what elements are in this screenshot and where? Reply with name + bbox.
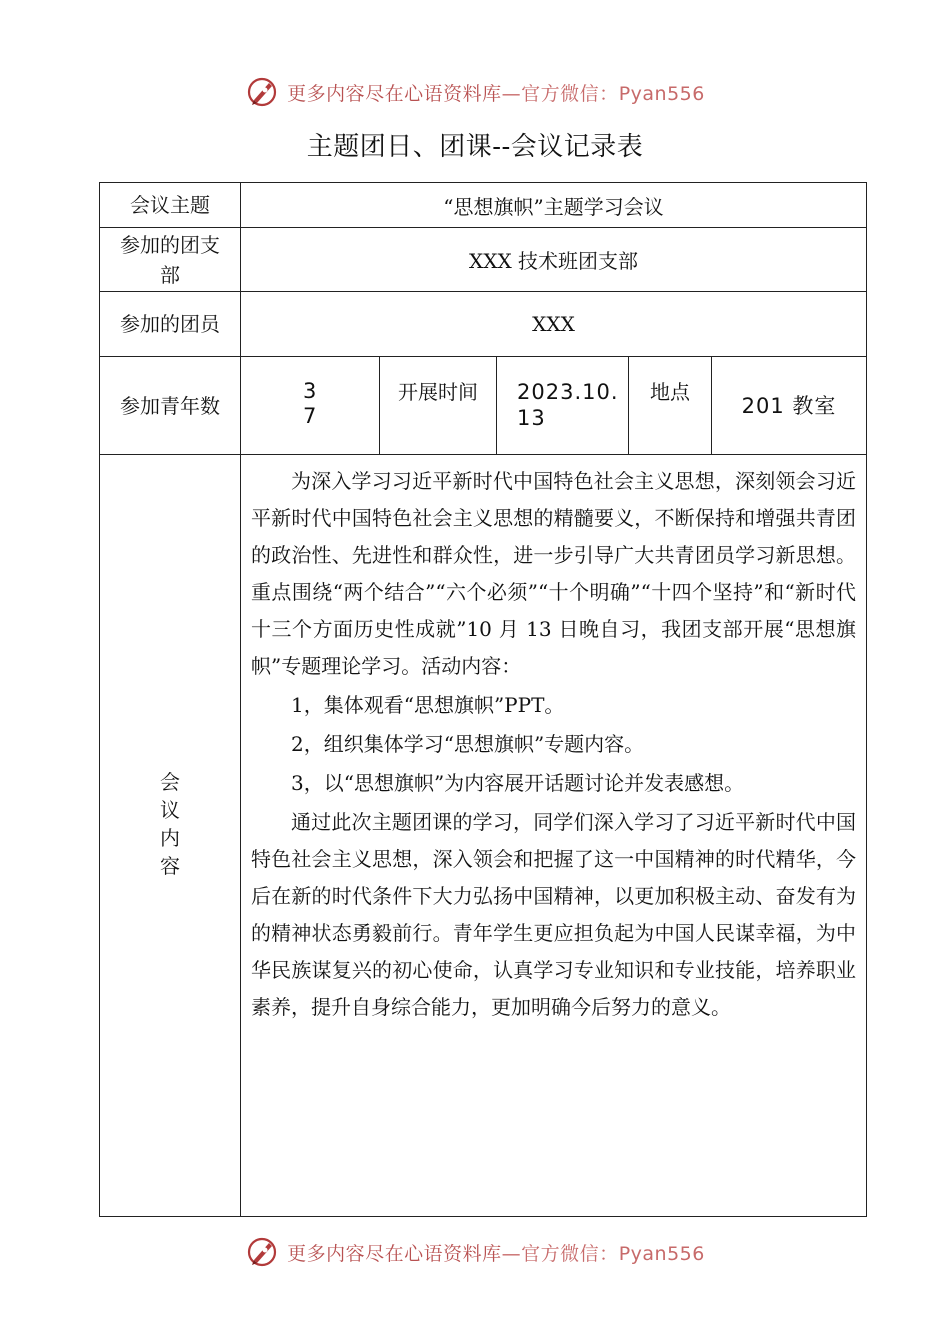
youth-count-label: 参加青年数 xyxy=(100,357,241,455)
branch-value: XXX 技术班团支部 xyxy=(241,228,867,292)
banner-wechat-id: Pyan556 xyxy=(618,82,705,105)
youth-count-value: 37 xyxy=(303,379,318,428)
banner-wechat-label: 官方微信： xyxy=(521,82,619,105)
banner-dash: — xyxy=(501,82,522,105)
time-value: 2023.10.13 xyxy=(517,380,619,430)
content-item-1: 1，集体观看“思想旗帜”PPT。 xyxy=(291,693,565,717)
watermark-banner-bottom xyxy=(0,1232,950,1272)
theme-value: “思想旗帜”主题学习会议 xyxy=(241,183,867,228)
content-row xyxy=(100,455,867,1217)
pen-logo-icon xyxy=(245,1235,279,1269)
location-label: 地点 xyxy=(629,357,712,455)
time-label: 开展时间 xyxy=(380,357,497,455)
content-item-3: 3，以“思想旗帜”为内容展开话题讨论并发表感想。 xyxy=(291,771,745,795)
watermark-banner-top xyxy=(0,72,950,112)
banner-brand-text: 更多内容尽在心语资料库 xyxy=(287,82,502,105)
meeting-record-table xyxy=(99,182,867,1217)
theme-label: 会议主题 xyxy=(100,183,241,228)
banner-wechat-label: 官方微信： xyxy=(521,1242,619,1265)
banner-wechat-id: Pyan556 xyxy=(618,1242,705,1265)
content-body xyxy=(241,455,867,1217)
theme-row xyxy=(100,183,867,228)
count-row xyxy=(100,357,867,455)
members-label: 参加的团员 xyxy=(100,292,241,357)
location-value: 201 教室 xyxy=(741,393,837,418)
branch-label: 参加的团支部 xyxy=(100,228,241,292)
page-title: 主题团日、团课--会议记录表 xyxy=(306,132,644,162)
banner-dash: — xyxy=(501,1242,522,1265)
pen-logo-icon xyxy=(245,75,279,109)
branch-row xyxy=(100,228,867,292)
banner-brand-text: 更多内容尽在心语资料库 xyxy=(287,1242,502,1265)
members-row xyxy=(100,292,867,357)
content-item-2: 2，组织集体学习“思想旗帜”专题内容。 xyxy=(291,732,645,756)
content-intro: 为深入学习习近平新时代中国特色社会主义思想，深刻领会习近平新时代中国特色社会主义思想的精髓要义，不断保持和增强共青团的政治性、先进性和群众性，进一步引导广大共青团员学习新思想。重点围绕“两个结合”“六个必须”“十个明确”“十四个坚持”和“新时代十三个方面历史性成就”10 月 13 日晚自习，我团支部开展“思想旗帜”专题理论学习。活动内容： xyxy=(251,469,857,678)
content-label: 会议内容 xyxy=(160,769,180,878)
members-value: XXX xyxy=(241,292,867,357)
content-conclusion: 通过此次主题团课的学习，同学们深入学习了习近平新时代中国特色社会主义思想，深入领会和把握了这一中国精神的时代精华，今后在新的时代条件下大力弘扬中国精神，以更加积极主动、奋发有为的精神状态勇毅前行。青年学生更应担负起为中国人民谋幸福，为中华民族谋复兴的初心使命，认真学习专业知识和专业技能，培养职业素养，提升自身综合能力，更加明确今后努力的意义。 xyxy=(251,810,857,1019)
